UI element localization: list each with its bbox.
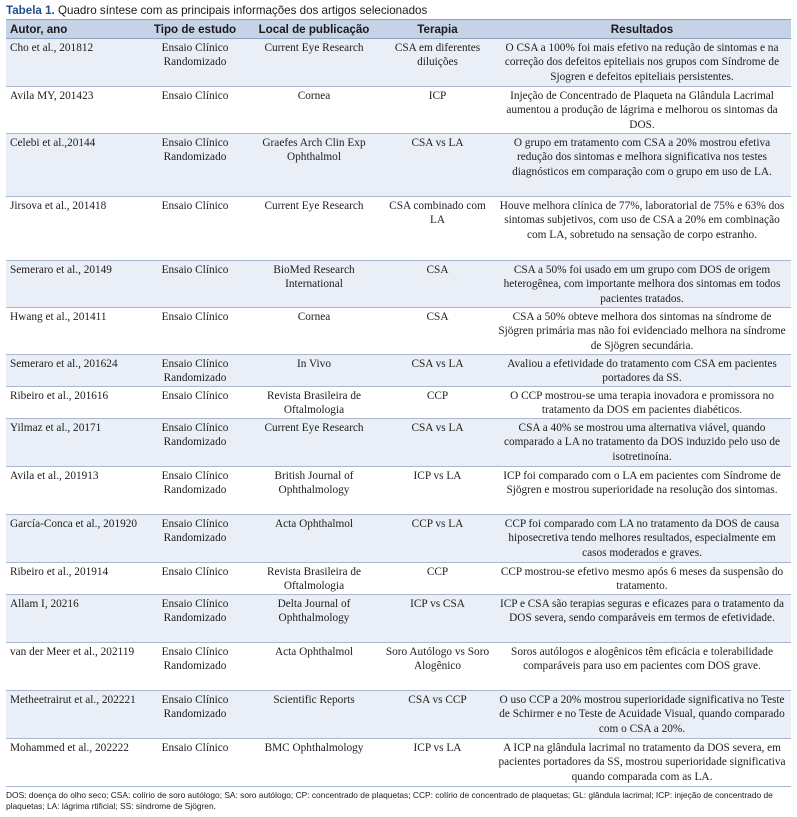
cell-author: Cho et al., 201812 [6, 39, 144, 87]
cell-publication: Cornea [246, 87, 382, 134]
cell-study-type: Ensaio Clínico Randomizado [144, 134, 246, 197]
cell-study-type: Ensaio Clínico [144, 261, 246, 308]
cell-author: Semeraro et al., 20149 [6, 261, 144, 308]
cell-therapy: CSA vs LA [382, 419, 493, 467]
caption-text: Quadro síntese com as principais informações dos artigos selecionados [58, 4, 428, 17]
cell-result: Soros autólogos e alogênicos têm eficácia e tolerabilidade comparáveis para uso em pacientes com DOS grave. [493, 643, 791, 691]
cell-author: Avila et al., 201913 [6, 467, 144, 515]
table-row [6, 419, 791, 467]
cell-author: Hwang et al., 201411 [6, 308, 144, 355]
header-study-type: Tipo de estudo [144, 20, 246, 39]
cell-therapy: CSA [382, 308, 493, 355]
cell-study-type: Ensaio Clínico [144, 308, 246, 355]
table-row [6, 308, 791, 355]
cell-result: CSA a 50% obteve melhora dos sintomas na síndrome de Sjögren primária mas não foi evidenciado melhora na síndrome de Sjögren secundária. [493, 308, 791, 355]
cell-publication: Current Eye Research [246, 197, 382, 261]
cell-author: Jirsova et al., 201418 [6, 197, 144, 261]
cell-result: CSA a 50% foi usado em um grupo com DOS de origem heterogênea, com importante melhora dos sintomas em todos pacientes tratados. [493, 261, 791, 308]
cell-therapy: CCP vs LA [382, 515, 493, 563]
table-row [6, 739, 791, 787]
table-row [6, 134, 791, 197]
cell-result: O grupo em tratamento com CSA a 20% mostrou efetiva redução dos sintomas e melhora significativa nos testes diagnósticos em comparação com o grupo em uso de LA. [493, 134, 791, 197]
cell-therapy: CSA [382, 261, 493, 308]
header-publication: Local de publicação [246, 20, 382, 39]
cell-result: O CCP mostrou-se uma terapia inovadora e promissora no tratamento da DOS em pacientes diabéticos. [493, 387, 791, 419]
header-therapy: Terapia [382, 20, 493, 39]
cell-result: Avaliou a efetividade do tratamento com CSA em pacientes portadores da SS. [493, 355, 791, 387]
cell-publication: Revista Brasileira de Oftalmologia [246, 563, 382, 595]
cell-therapy: CSA vs LA [382, 355, 493, 387]
cell-result: Injeção de Concentrado de Plaqueta na Glândula Lacrimal aumentou a produção de lágrima e melhorou os sintomas da DOS. [493, 87, 791, 134]
cell-study-type: Ensaio Clínico Randomizado [144, 691, 246, 739]
cell-therapy: ICP [382, 87, 493, 134]
cell-result: Houve melhora clínica de 77%, laboratorial de 75% e 63% dos sintomas subjetivos, com uso de CSA a 20% em combinação com LA, sobretudo na sensação de corpo estranho. [493, 197, 791, 261]
cell-author: García-Conca et al., 201920 [6, 515, 144, 563]
document-page [6, 3, 791, 812]
table-row [6, 467, 791, 515]
cell-publication: BioMed Research International [246, 261, 382, 308]
table-row [6, 691, 791, 739]
table-row [6, 355, 791, 387]
cell-study-type: Ensaio Clínico [144, 739, 246, 787]
cell-therapy: CSA vs CCP [382, 691, 493, 739]
cell-result: CCP foi comparado com LA no tratamento da DOS de causa hiposecretiva tendo melhores resultados, especialmente em casos moderados e graves. [493, 515, 791, 563]
cell-study-type: Ensaio Clínico Randomizado [144, 39, 246, 87]
cell-publication: Delta Journal of Ophthalmology [246, 595, 382, 643]
table-row [6, 87, 791, 134]
table-footnote: DOS: doença do olho seco; CSA: colírio de soro autólogo; SA: soro autólogo; CP: concentrado de plaquetas; CCP: colírio de concentrado de plaquetas; GL: glândula lacrimal; ICP: injeção de concentrado de plaquetas; LA: lágrima rtificial; SS: síndrome de Sjögren. [6, 790, 773, 811]
cell-author: Mohammed et al., 202222 [6, 739, 144, 787]
cell-publication: BMC Ophthalmology [246, 739, 382, 787]
cell-study-type: Ensaio Clínico Randomizado [144, 595, 246, 643]
cell-author: Ribeiro et al., 201616 [6, 387, 144, 419]
cell-study-type: Ensaio Clínico Randomizado [144, 515, 246, 563]
cell-therapy: CCP [382, 563, 493, 595]
table-row [6, 197, 791, 261]
cell-study-type: Ensaio Clínico [144, 87, 246, 134]
table-row [6, 595, 791, 643]
cell-author: Ribeiro et al., 201914 [6, 563, 144, 595]
cell-study-type: Ensaio Clínico Randomizado [144, 643, 246, 691]
cell-publication: Cornea [246, 308, 382, 355]
table-row [6, 261, 791, 308]
cell-study-type: Ensaio Clínico Randomizado [144, 355, 246, 387]
cell-result: CCP mostrou-se efetivo mesmo após 6 meses da suspensão do tratamento. [493, 563, 791, 595]
cell-publication: Revista Brasileira de Oftalmologia [246, 387, 382, 419]
table-row [6, 387, 791, 419]
cell-publication: Scientific Reports [246, 691, 382, 739]
cell-author: Semeraro et al., 201624 [6, 355, 144, 387]
cell-therapy: ICP vs LA [382, 467, 493, 515]
cell-result: A ICP na glândula lacrimal no tratamento da DOS severa, em pacientes portadores da SS, mostrou superioridade significativa quando comparada com as LA. [493, 739, 791, 787]
header-author: Autor, ano [6, 20, 144, 39]
table-row [6, 39, 791, 87]
table-body [6, 39, 791, 787]
table-row [6, 515, 791, 563]
cell-result: O CSA a 100% foi mais efetivo na redução de sintomas e na correção dos defeitos epiteliais nos grupos com Síndrome de Sjogren e defeitos epiteliais persistentes. [493, 39, 791, 87]
table-header-row [6, 20, 791, 39]
table-row [6, 643, 791, 691]
cell-study-type: Ensaio Clínico [144, 387, 246, 419]
cell-author: Metheetrairut et al., 202221 [6, 691, 144, 739]
cell-publication: Graefes Arch Clin Exp Ophthalmol [246, 134, 382, 197]
table-row [6, 563, 791, 595]
cell-result: ICP foi comparado com o LA em pacientes com Síndrome de Sjögren e mostrou superioridade na resolução dos sintomas. [493, 467, 791, 515]
cell-therapy: Soro Autólogo vs Soro Alogênico [382, 643, 493, 691]
table-caption [6, 3, 791, 19]
cell-therapy: ICP vs CSA [382, 595, 493, 643]
cell-study-type: Ensaio Clínico Randomizado [144, 467, 246, 515]
cell-publication: Acta Ophthalmol [246, 515, 382, 563]
cell-author: van der Meer et al., 202119 [6, 643, 144, 691]
summary-table [6, 19, 791, 787]
cell-publication: In Vivo [246, 355, 382, 387]
cell-study-type: Ensaio Clínico [144, 563, 246, 595]
cell-author: Allam I, 20216 [6, 595, 144, 643]
cell-therapy: CSA em diferentes diluições [382, 39, 493, 87]
cell-result: CSA a 40% se mostrou uma alternativa viável, quando comparado a LA no tratamento da DOS induzido pelo uso de isotretinoína. [493, 419, 791, 467]
cell-result: ICP e CSA são terapias seguras e eficazes para o tratamento da DOS severa, sendo comparáveis em termos de efetividade. [493, 595, 791, 643]
caption-label: Tabela 1. [6, 4, 55, 17]
header-results: Resultados [493, 20, 791, 39]
cell-publication: British Journal of Ophthalmology [246, 467, 382, 515]
cell-therapy: CSA combinado com LA [382, 197, 493, 261]
cell-author: Celebi et al.,20144 [6, 134, 144, 197]
cell-therapy: CCP [382, 387, 493, 419]
cell-study-type: Ensaio Clínico Randomizado [144, 419, 246, 467]
cell-publication: Current Eye Research [246, 419, 382, 467]
cell-study-type: Ensaio Clínico [144, 197, 246, 261]
cell-publication: Acta Ophthalmol [246, 643, 382, 691]
cell-author: Avila MY, 201423 [6, 87, 144, 134]
cell-result: O uso CCP a 20% mostrou superioridade significativa no Teste de Schirmer e no Teste de Acuidade Visual, quando comparado com o CSA a 20%. [493, 691, 791, 739]
cell-therapy: CSA vs LA [382, 134, 493, 197]
cell-publication: Current Eye Research [246, 39, 382, 87]
cell-therapy: ICP vs LA [382, 739, 493, 787]
cell-author: Yilmaz et al., 20171 [6, 419, 144, 467]
